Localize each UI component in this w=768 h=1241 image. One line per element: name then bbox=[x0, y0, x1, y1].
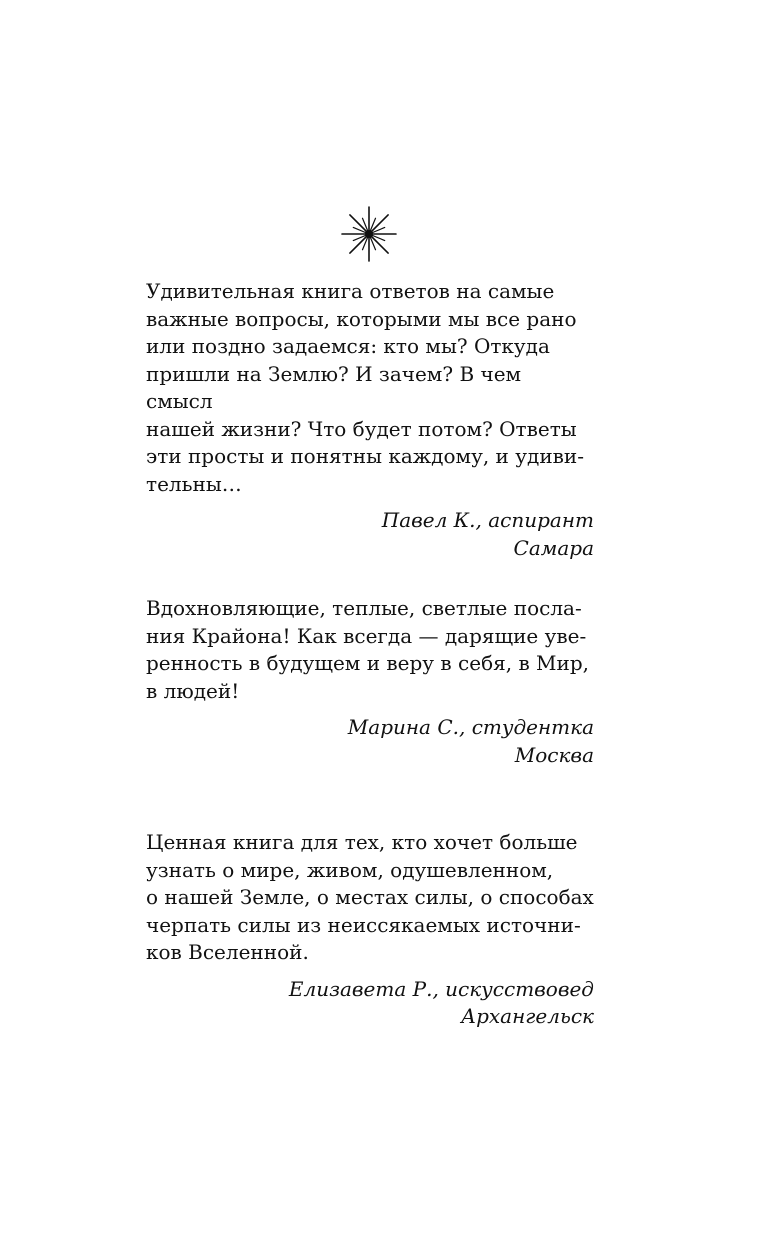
review-author-city: Самара bbox=[513, 535, 594, 560]
review-author-name: Павел К., аспирант bbox=[381, 508, 594, 532]
review-2 bbox=[146, 595, 594, 769]
review-signature bbox=[146, 976, 594, 1031]
review-author-city: Архангельск bbox=[460, 1004, 594, 1028]
review-text: Ценная книга для тех, кто хочет больше узнать о мире, живом, одушевленном, о нашей Земле, о местах силы, о способах черпать силы из неиссякаемых источни- ков Вселенной. bbox=[146, 830, 594, 964]
review-3 bbox=[146, 829, 594, 1031]
review-1 bbox=[146, 278, 594, 562]
review-author-city: Москва bbox=[514, 742, 594, 767]
starburst-icon bbox=[340, 205, 398, 263]
review-signature bbox=[146, 507, 594, 562]
review-author-name: Марина С., студентка bbox=[347, 715, 594, 739]
review-author-name: Елизавета Р., искусствовед bbox=[288, 976, 594, 1001]
review-signature bbox=[146, 714, 594, 769]
review-text: Удивительная книга ответов на самые важные вопросы, которыми мы все рано или поздно задаемся: кто мы? Откуда пришли на Землю? И зачем? В чем смысл нашей жизни? Что будет потом? Ответы эти просты и понятны каждому, и удиви- тельны… bbox=[146, 279, 585, 496]
review-text: Вдохновляющие, теплые, светлые посла- ния Крайона! Как всегда — дарящие уве- ренность в будущем и веру в себя, в Мир, в людей! bbox=[146, 596, 590, 703]
